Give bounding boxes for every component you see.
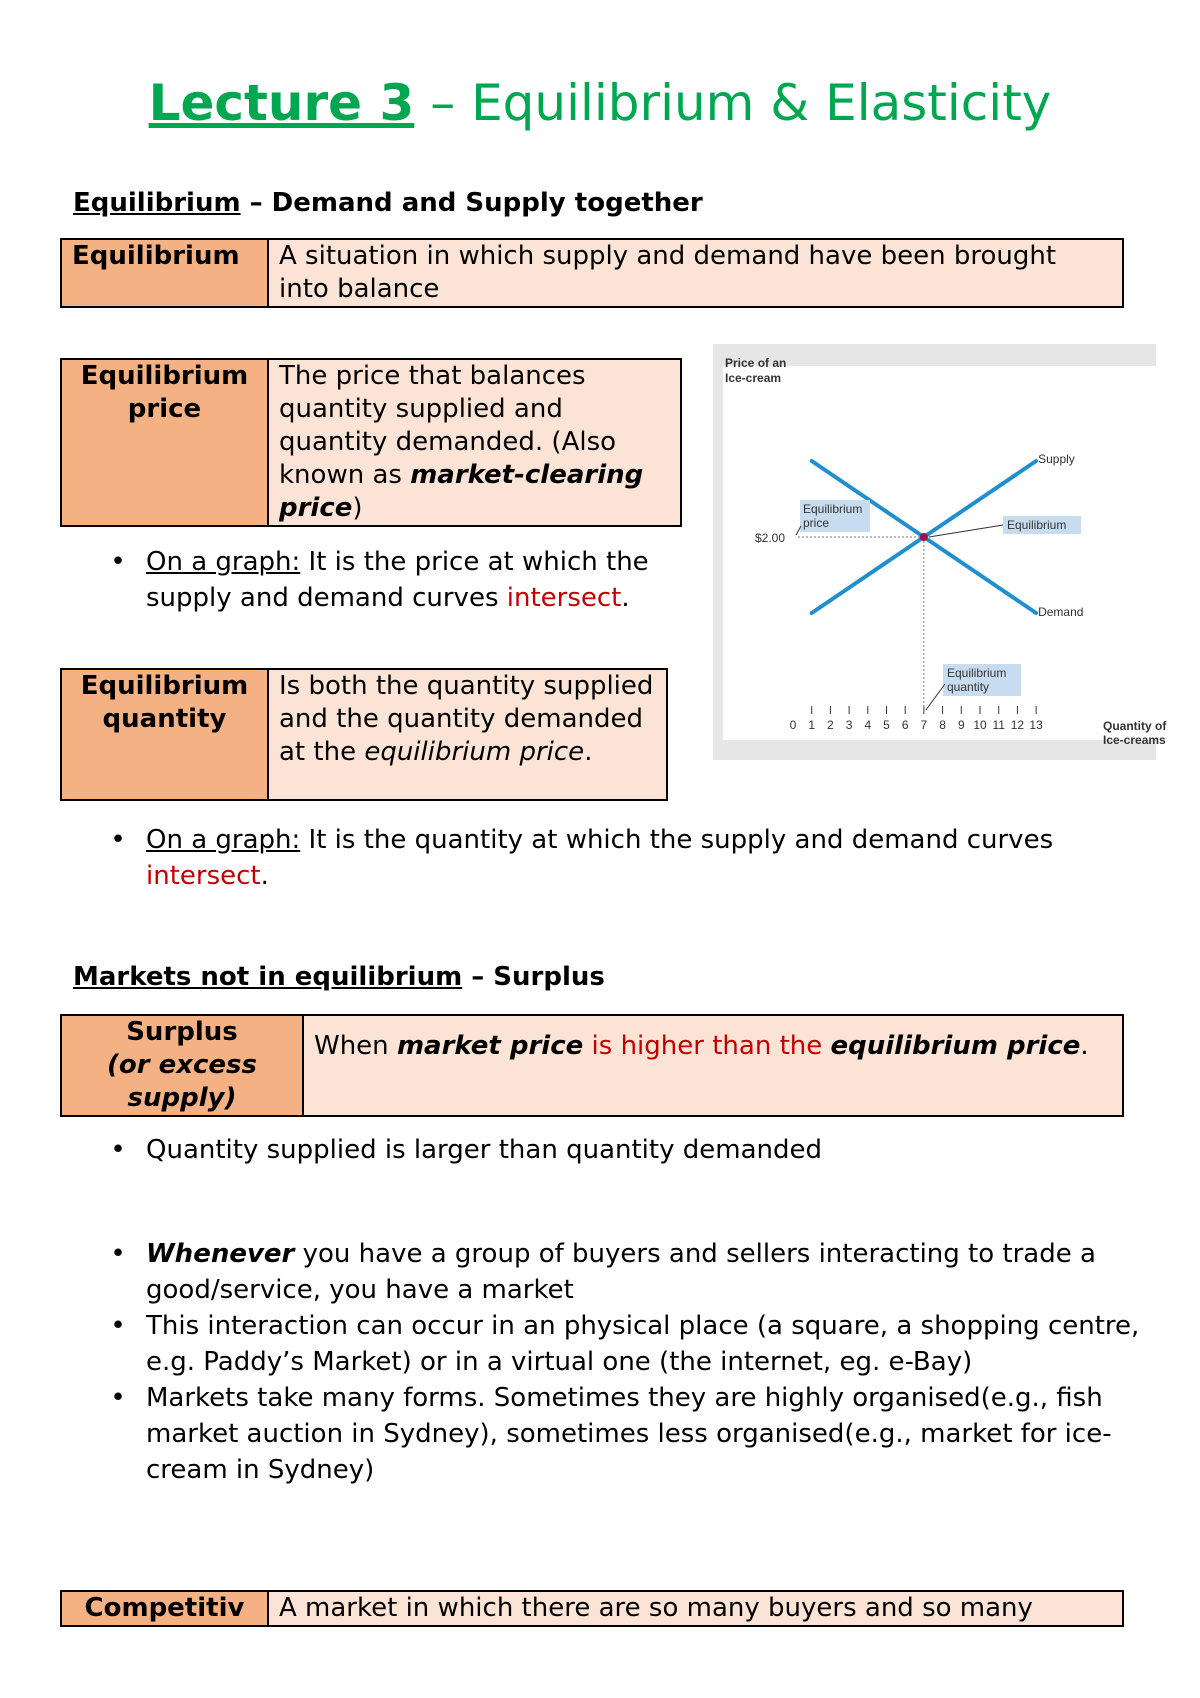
annotation-price-line1: Equilibrium	[803, 502, 863, 516]
x-tick-label: 0	[789, 718, 797, 732]
definition-equilibrium	[60, 238, 1124, 308]
bullet-icon: •	[110, 547, 126, 577]
bullet-text: It is the price at which the supply and demand curves	[146, 547, 649, 613]
desc-competitive: A market in which there are so many buyers and so many	[268, 1591, 1123, 1626]
y-axis-label-line1: Price of an	[725, 356, 787, 370]
bullet-text: This interaction can occur in an physical place (a square, a shopping centre, e.g. Paddy’s Market) or in a virtual one (the internet, eg. e-Bay)	[146, 1311, 1140, 1377]
term-equilibrium: Equilibrium	[61, 239, 268, 307]
term-equilibrium-price: Equilibrium price	[61, 359, 268, 526]
section-heading-rest: – Surplus	[462, 962, 605, 992]
list-item	[108, 544, 668, 616]
section-heading-rest: – Demand and Supply together	[240, 188, 703, 218]
desc-emphasis-2: equilibrium price	[830, 1031, 1081, 1061]
plot-area	[723, 366, 1159, 740]
desc-equilibrium: A situation in which supply and demand have been brought into balance	[268, 239, 1123, 307]
title-rest: – Equilibrium & Elasticity	[414, 74, 1052, 132]
bullet-label: On a graph:	[146, 547, 301, 577]
annotation-quantity-line2: quantity	[947, 680, 990, 694]
desc-equilibrium-price	[268, 359, 681, 526]
desc-end: .	[1080, 1031, 1089, 1061]
x-tick-label: 13	[1029, 718, 1043, 732]
equilibrium-chart	[713, 344, 1167, 760]
desc-highlight: is higher than the	[583, 1031, 831, 1061]
definition-equilibrium-quantity	[60, 668, 668, 801]
bullet-text: It is the quantity at which the supply and demand curves	[300, 825, 1054, 855]
annotation-quantity-line1: Equilibrium	[947, 666, 1007, 680]
bullet-highlight: intersect	[146, 861, 261, 891]
list-item	[108, 1380, 1148, 1488]
desc-text: The price that balances quantity supplied and quantity demanded. (Also known as	[279, 361, 617, 490]
bullet-label: On a graph:	[146, 825, 301, 855]
bullet-list-surplus	[108, 1132, 1108, 1168]
desc-equilibrium-quantity	[268, 669, 667, 800]
bullet-icon: •	[110, 1239, 126, 1269]
bullet-icon: •	[110, 1383, 126, 1413]
bullet-list-price	[108, 544, 668, 616]
bullet-text: Quantity supplied is larger than quantity demanded	[146, 1135, 822, 1165]
x-tick-label: 1	[808, 718, 816, 732]
bullet-end: .	[621, 583, 630, 613]
list-item	[108, 1308, 1148, 1380]
x-tick-label: 2	[827, 718, 834, 732]
x-tick-label: 5	[883, 718, 890, 732]
supply-label: Supply	[1038, 452, 1075, 466]
bullet-text: you have a group of buyers and sellers interacting to trade a good/service, you have a market	[146, 1239, 1096, 1305]
x-tick-label: 9	[957, 718, 965, 732]
desc-end: )	[352, 493, 363, 523]
annotation-price-line2: price	[803, 516, 830, 530]
term-competitive: Competitiv	[61, 1591, 268, 1626]
definition-surplus	[60, 1014, 1124, 1117]
bullet-icon: •	[110, 825, 126, 855]
desc-text: When	[314, 1031, 397, 1061]
bullet-list-market	[108, 1236, 1148, 1488]
annotation-equilibrium: Equilibrium	[1007, 518, 1067, 532]
desc-emphasis: equilibrium price	[364, 737, 585, 767]
x-axis-label-line2: Ice-creams	[1103, 733, 1166, 747]
desc-text: Is both the quantity supplied and the quantity demanded at the	[279, 671, 654, 767]
term-line-2: (or excess supply)	[106, 1050, 258, 1113]
bullet-highlight: intersect	[506, 583, 622, 613]
x-tick-label: 12	[1010, 718, 1025, 732]
term-equilibrium-quantity: Equilibrium quantity	[61, 669, 268, 800]
definition-equilibrium-price	[60, 358, 682, 527]
bullet-list-quantity	[108, 822, 1068, 894]
section-heading-main: Markets not in equilibrium	[73, 962, 463, 992]
x-tick-label: 6	[901, 718, 909, 732]
x-tick-label: 10	[973, 718, 987, 732]
x-tick-label: 4	[864, 718, 872, 732]
y-axis-label-line2: Ice-cream	[725, 371, 782, 385]
list-item	[108, 1236, 1148, 1308]
bullet-icon: •	[110, 1311, 126, 1341]
y-tick-label: $2.00	[755, 531, 786, 545]
desc-emphasis-1: market price	[396, 1031, 584, 1061]
term-surplus	[61, 1015, 303, 1116]
list-item	[108, 822, 1068, 894]
definition-competitive	[60, 1590, 1124, 1627]
desc-emphasis: market-clearing price	[279, 460, 644, 523]
x-tick-label: 3	[845, 718, 853, 732]
desc-end: .	[584, 737, 593, 767]
section-heading-surplus	[73, 960, 605, 994]
term-line-1: Surplus	[126, 1017, 238, 1047]
list-item	[108, 1132, 1108, 1168]
chart-svg	[713, 344, 1167, 760]
bullet-emphasis: Whenever	[146, 1239, 295, 1269]
section-heading-main: Equilibrium	[73, 188, 241, 218]
x-tick-label: 7	[920, 718, 928, 732]
desc-surplus	[303, 1015, 1123, 1116]
demand-label: Demand	[1038, 605, 1084, 619]
bullet-text: Markets take many forms. Sometimes they are highly organised(e.g., fish market auction in Sydney), sometimes less organised(e.g., market for ice-cream in Sydney)	[146, 1383, 1112, 1485]
bullet-end: .	[260, 861, 269, 891]
x-tick-label: 8	[939, 718, 946, 732]
x-tick-label: 11	[992, 718, 1005, 732]
bullet-icon: •	[110, 1135, 126, 1165]
lecture-number: Lecture 3	[148, 74, 415, 132]
equilibrium-point	[920, 533, 928, 541]
page-title	[0, 72, 1200, 134]
x-axis-label-line1: Quantity of	[1103, 719, 1167, 733]
section-heading-equilibrium	[73, 186, 703, 220]
